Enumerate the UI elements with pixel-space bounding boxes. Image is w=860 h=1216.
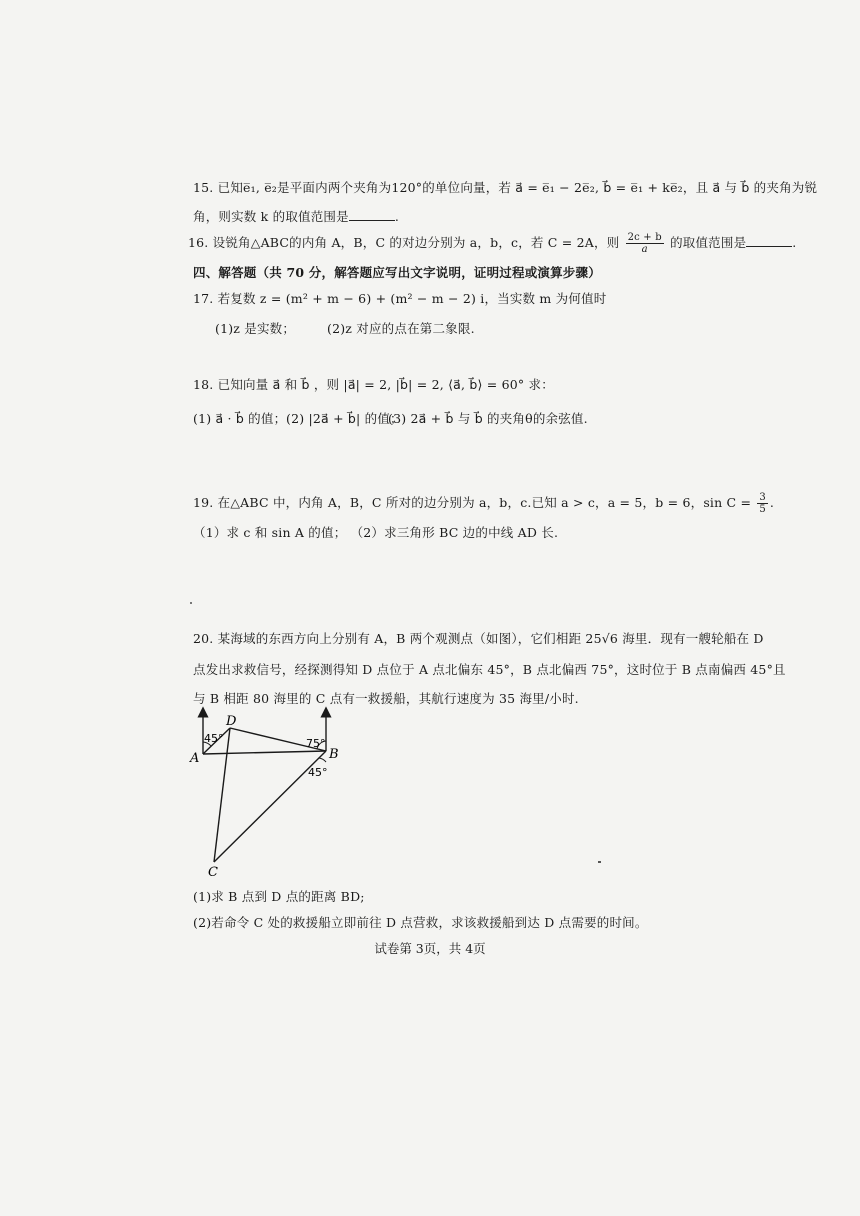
angle-arc-b-south [319, 758, 326, 762]
q20-part2: (2)若命令 C 处的救援船立即前往 D 点营救，求该救援船到达 D 点需要的时间。 [193, 915, 648, 930]
label-a: A [190, 751, 200, 766]
q16-text: 16. 设锐角△ABC的内角 A，B，C 的对边分别为 a，b，c，若 C = 2A，则 [188, 235, 620, 250]
q19-line2: （1）求 c 和 sin A 的值； （2）求三角形 BC 边的中线 AD 长. [193, 525, 559, 540]
label-b: B [329, 747, 339, 762]
angle-label-b-south: 45° [308, 766, 328, 779]
angle-label-a: 45° [204, 732, 224, 745]
segment-ab [203, 751, 326, 754]
q15-line2-text: 角，则实数 k 的取值范围是 [193, 209, 349, 224]
q16-fraction [626, 232, 664, 255]
q19-text: 19. 在△ABC 中，内角 A，B，C 所对的边分别为 a，b，c.已知 a > c，a = 5，b = 6，sin C = [193, 495, 752, 510]
q15-line1: 15. 已知e̅₁, e̅₂是平面内两个夹角为120°的单位向量，若 a⃗ = e̅₁ − 2e̅₂, b⃗ = e̅₁ + ke̅₂，且 a⃗ 与 b⃗ 的夹角为锐 [193, 180, 818, 195]
q18-part3: (3) 2a⃗ + b⃗ 与 b⃗ 的夹角θ的余弦值. [388, 411, 588, 426]
label-c: C [208, 865, 218, 880]
q17-line1: 17. 若复数 z = (m² + m − 6) + (m² − m − 2) i，当实数 m 为何值时 [193, 291, 607, 306]
q19-line1: 19. 在△ABC 中，内角 A，B，C 所对的边分别为 a，b，c.已知 a > c，a = 5，b = 6，sin C = $\frac{3}{5}$ . [193, 492, 775, 515]
q17-part1: (1)z 是实数； [215, 321, 296, 336]
angle-label-b-north: 75° [306, 737, 326, 750]
q20-line1: 20. 某海域的东西方向上分别有 A，B 两个观测点（如图），它们相距 25√6 海里．现有一艘轮船在 D [193, 631, 764, 646]
q18-line1: 18. 已知向量 a⃗ 和 b⃗ ，则 |a⃗| = 2, |b⃗| = 2, ⟨a⃗, b⃗⟩ = 60° 求： [193, 377, 554, 392]
q20-line2: 点发出求救信号，经探测得知 D 点位于 A 点北偏东 45°，B 点北偏西 75°，这时位于 B 点南偏西 45°且 [193, 662, 786, 677]
q15-answer-blank [349, 210, 395, 221]
q18-part2: (2) |2a⃗ + b⃗| 的值； [286, 411, 403, 426]
scan-speck [190, 602, 192, 604]
q20-line3: 与 B 相距 80 海里的 C 点有一救援船，其航行速度为 35 海里/小时. [193, 691, 579, 706]
q15-line2: 角，则实数 k 的取值范围是 . [193, 209, 400, 224]
q16-answer-blank [746, 236, 792, 247]
page-footer: 试卷第 3页，共 4页 [374, 941, 486, 956]
section4-title: 四、解答题（共 70 分，解答题应写出文字说明，证明过程或演算步骤） [193, 265, 601, 280]
q20-part1: (1)求 B 点到 D 点的距离 BD; [193, 889, 365, 904]
q19-frac-den: 5 [759, 504, 766, 515]
segment-dc [214, 728, 230, 862]
q16-tail: 的取值范围是 [670, 235, 747, 250]
q18-part1: (1) a⃗ · b⃗ 的值； [193, 411, 287, 426]
label-d: D [226, 714, 237, 729]
q16-frac-num: 2c + b [627, 232, 662, 243]
scan-speck [598, 861, 601, 863]
q16-line: 16. 设锐角△ABC的内角 A，B，C 的对边分别为 a，b，c，若 C = 2A，则 $\frac{2c + b}{a}$ 的取值范围是 . [188, 232, 797, 255]
q16-frac-den: a [641, 244, 648, 255]
q19-frac-num: 3 [759, 492, 766, 503]
q17-part2: (2)z 对应的点在第二象限. [327, 321, 475, 336]
navigation-diagram [188, 706, 348, 886]
q19-fraction [757, 492, 768, 515]
